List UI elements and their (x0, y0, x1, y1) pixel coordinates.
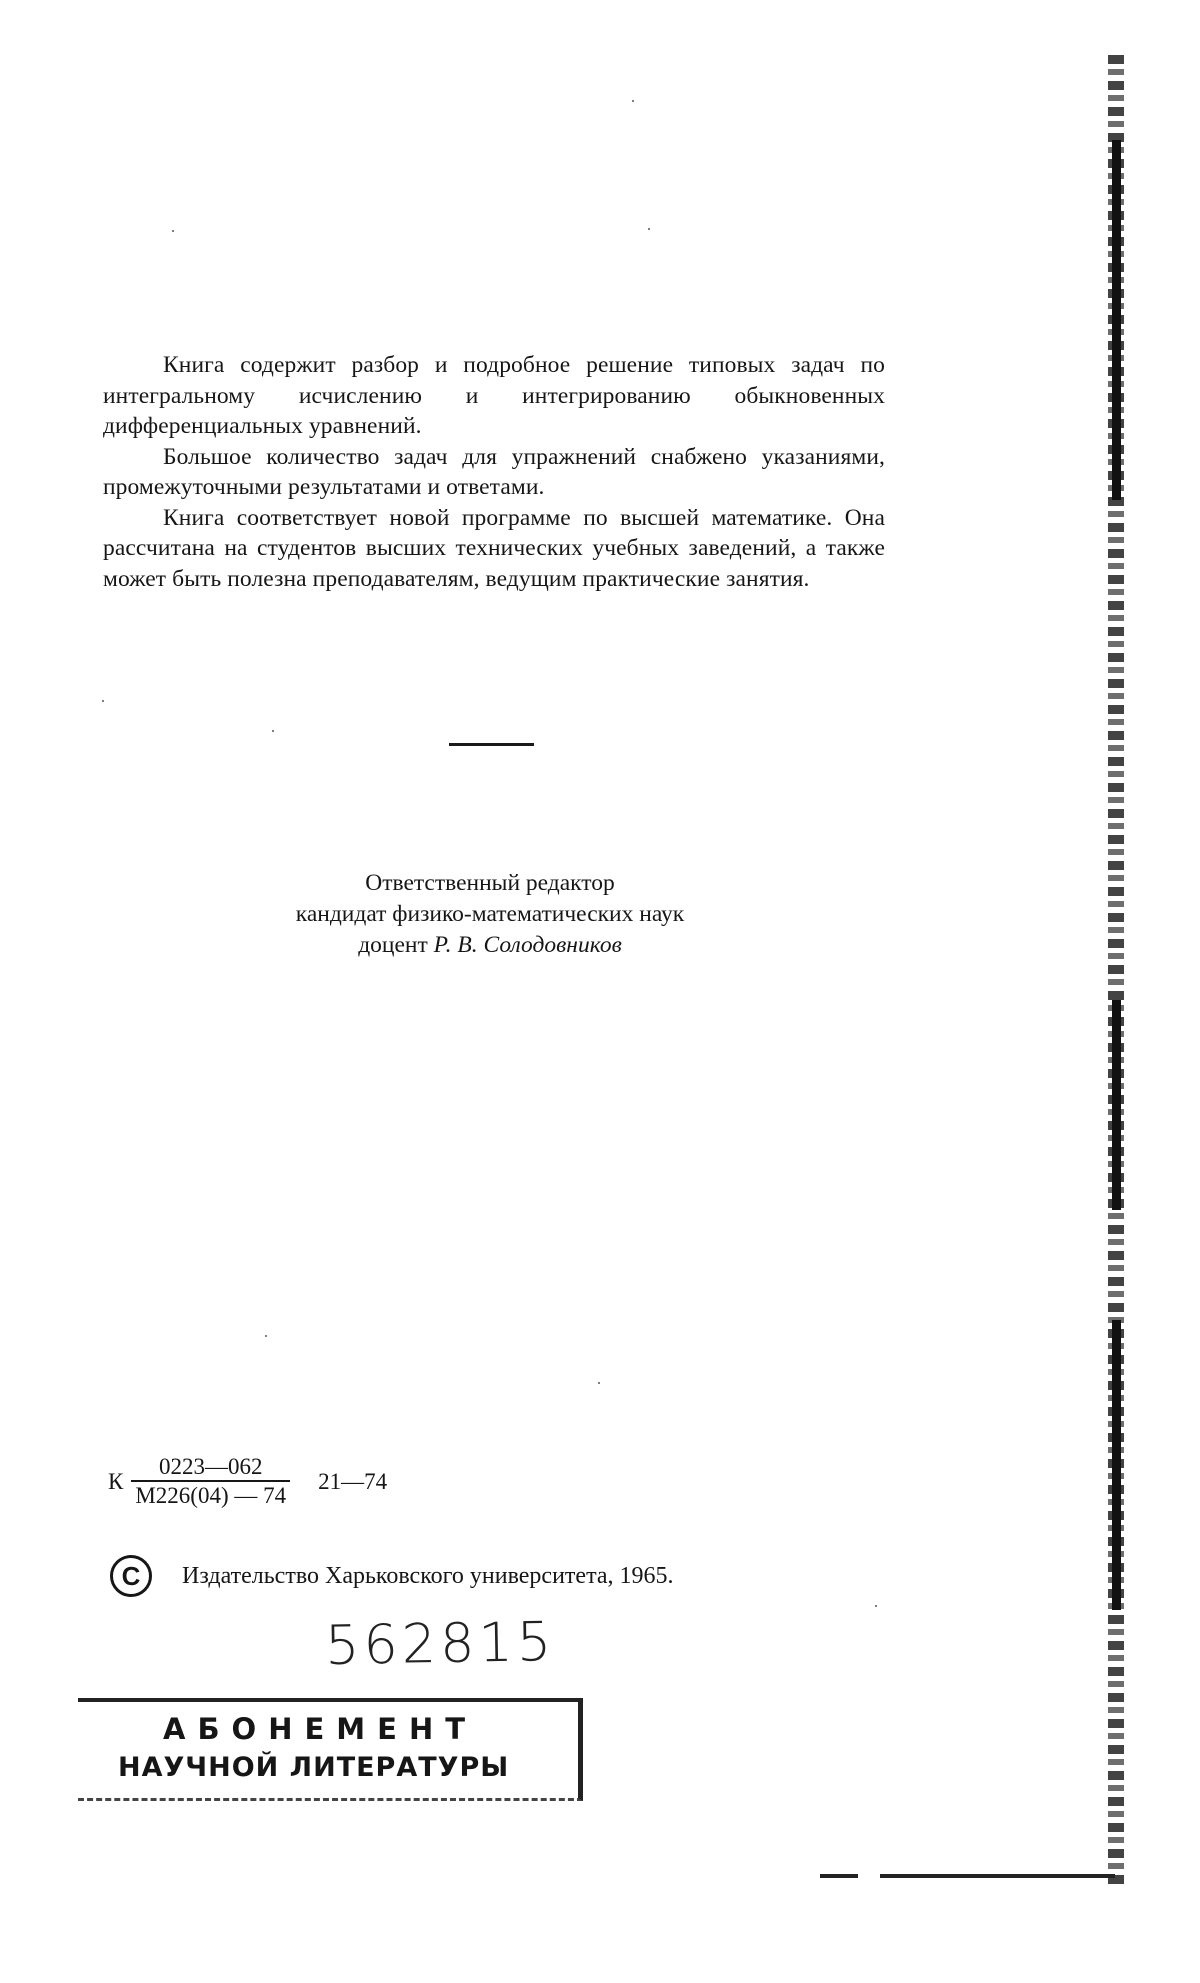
speck (102, 700, 104, 702)
speck (272, 730, 274, 732)
copyright-line (110, 1555, 674, 1597)
spine-shadow (1112, 140, 1121, 500)
library-stamp (78, 1698, 583, 1801)
catalog-denominator: М226(04) — 74 (135, 1483, 287, 1508)
stamp-line-2: НАУЧНОЙ ЛИТЕРАТУРЫ (118, 1752, 510, 1783)
annotation-paragraph: Книга соответствует новой программе по высшей математике. Она рассчитана на студентов высших технических учебных заведений, а также может быть полезна преподавателям, ведущим практические занятия. (103, 504, 885, 592)
annotation-paragraph: Книга содержит разбор и подробное решение типовых задач по интегральному исчислению и интегрированию обыкновенных дифференциальных уравнений. (103, 352, 885, 439)
editor-title: доцент (358, 932, 428, 958)
speck (632, 100, 634, 102)
handwritten-inventory-number: 562815 (324, 1609, 556, 1678)
speck (875, 1605, 877, 1607)
speck (172, 230, 174, 232)
speck (648, 228, 650, 230)
section-divider (449, 743, 534, 746)
speck (598, 1382, 600, 1384)
stamp-line-1: АБОНЕМЕНТ (163, 1712, 478, 1746)
editor-degree: кандидат физико-математических наук (295, 901, 685, 927)
speck (265, 1335, 267, 1337)
catalog-index (108, 1452, 387, 1512)
catalog-suffix: 21—74 (318, 1469, 388, 1494)
edge-mark (880, 1874, 1115, 1878)
annotation-text (103, 350, 885, 594)
spine-shadow (1112, 1000, 1121, 1210)
annotation-paragraph: Большое количество задач для упражнений снабжено указаниями, промежуточными результатами и ответами. (103, 443, 885, 500)
copyright-text: Издательство Харьковского университета, 1965. (182, 1562, 674, 1589)
editor-name: Р. В. Солодовников (433, 932, 622, 958)
catalog-fraction (131, 1454, 290, 1510)
edge-mark (820, 1874, 858, 1878)
spine-shadow (1112, 1320, 1121, 1610)
editor-line (150, 930, 830, 961)
catalog-letter: К (108, 1469, 124, 1494)
catalog-numerator: 0223—062 (158, 1454, 263, 1479)
editor-credit (150, 868, 830, 961)
copyright-icon: C (110, 1555, 152, 1597)
editor-role: Ответственный редактор (365, 870, 615, 896)
